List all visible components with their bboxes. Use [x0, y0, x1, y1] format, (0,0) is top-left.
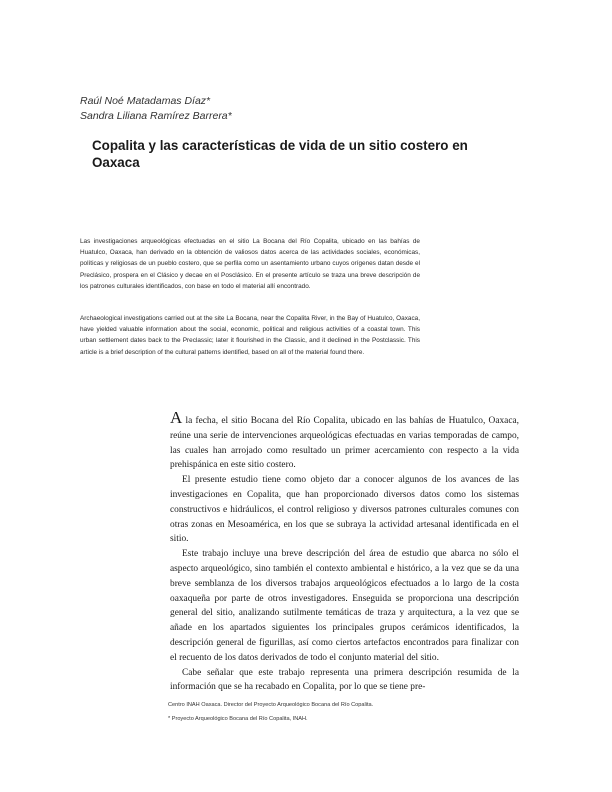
author-name: Raúl Noé Matadamas Díaz* [80, 95, 211, 107]
body-paragraph [170, 408, 519, 473]
footnotes [168, 698, 498, 726]
abstract-spanish: Las investigaciones arqueológicas efectuadas en el sitio La Bocana del Río Copalita, ubicado en las bahías de Huatulco, Oaxaca, han derivado en la obtención de valiosos datos acerca de las actividades sociales, económicas, políticas y religiosas de un pueblo costero, que se perfila como un asentamiento urbano cuyos orígenes datan desde el Preclásico, prospera en el Clásico y decae en el Posclásico. En el presente artículo se traza una breve descripción de los patrones culturales identificados, con base en todo el material allí encontrado. [80, 238, 420, 290]
body-paragraph: Este trabajo incluye una breve descripción del área de estudio que abarca no sólo el aspecto arqueológico, sino también el contexto ambiental e histórico, a la vez que se da una breve semblanza de los diversos trabajos arqueológicos efectuados a lo largo de la costa oaxaqueña por parte de otros investigadores. Enseguida se proporciona una descripción general del sitio, analizando sutilmente temáticas de traza y arquitectura, a la vez que se añade en los apartados siguientes los principales grupos cerámicos identificados, la descripción general de figurillas, así como ciertos artefactos encontrados para finalizar con el recuento de los datos derivados de todo el conjunto material del sitio. [170, 549, 519, 663]
body-paragraph: Cabe señalar que este trabajo representa una primera descripción resumida de la información que se ha recabado en Copalita, por lo que se tiene pre- [170, 667, 519, 693]
body-paragraph-text: la fecha, el sitio Bocana del Río Copalita, ubicado en las bahías de Huatulco, Oaxaca, reúne una serie de intervenciones arqueológicas efectuadas en varias temporadas de campo, las cuales han arrojado como resultado un primer acercamiento con respecto a la vida prehispánica en este sitio costero. [170, 416, 519, 471]
article-body [170, 408, 519, 695]
footnote: * Proyecto Arqueológico Bocana del Río Copalita, INAH. [168, 716, 308, 722]
author-name: Sandra Liliana Ramírez Barrera* [80, 110, 232, 122]
abstract-english: Archaeological investigations carried out at the site La Bocana, near the Copalita River, in the Bay of Huatulco, Oaxaca, have yielded valuable information about the social, economic, political and religious activities of a coastal town. This urban settlement dates back to the Preclassic; later it flourished in the Classic, and it declined in the Postclassic. This article is a brief description of the cultural patterns identified, based on all of the material found there. [80, 315, 420, 356]
body-paragraph: El presente estudio tiene como objeto dar a conocer algunos de los avances de las investigaciones en Copalita, que han proporcionado diversos datos como los sistemas constructivos e hidráulicos, el control religioso y diversos patrones culturales comunes con otras zonas en Mesoamérica, en los que se subraya la actividad artesanal identificada en el sitio. [170, 475, 519, 545]
article-title: Copalita y las características de vida de un sitio costero en Oaxaca [92, 138, 468, 170]
author-block [80, 94, 232, 124]
drop-cap: A [170, 408, 183, 427]
footnote: Centro INAH Oaxaca. Director del Proyecto Arqueológico Bocana del Río Copalita. [168, 702, 374, 708]
